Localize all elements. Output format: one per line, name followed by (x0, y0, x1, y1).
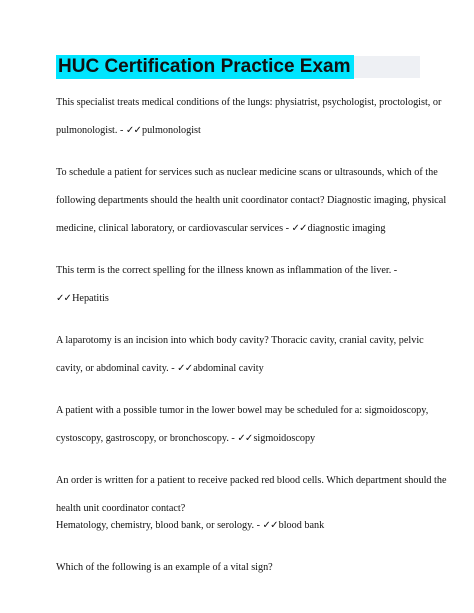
answer-text: abdominal cavity (193, 363, 264, 374)
answer-text: diagnostic imaging (307, 223, 386, 234)
double-check-icon: ✓✓ (125, 125, 141, 136)
page-title: HUC Certification Practice Exam (56, 55, 354, 79)
question-line: health unit coordinator contact? (56, 503, 186, 514)
question-line: To schedule a patient for services such as nuclear medicine scans or ultrasounds, which of the (56, 167, 438, 178)
question-item (56, 474, 447, 533)
answer-text: blood bank (278, 520, 325, 531)
question-item (56, 404, 428, 446)
document-body (56, 96, 447, 575)
question-text: Hematology, chemistry, blood bank, or serology. - (56, 520, 263, 531)
question-line: An order is written for a patient to receive packed red blood cells. Which department should the (56, 475, 447, 486)
question-line: This term is the correct spelling for the illness known as inflammation of the liver. - (56, 265, 398, 276)
question-text: cystoscopy, gastroscopy, or bronchoscopy. - (56, 433, 238, 444)
question-line-with-answer (56, 432, 428, 446)
answer-text: Hepatitis (72, 293, 109, 304)
double-check-icon: ✓✓ (262, 520, 278, 531)
question-line-with-answer (56, 292, 428, 306)
double-check-icon: ✓✓ (177, 363, 193, 374)
question-line: following departments should the health unit coordinator contact? Diagnostic imaging, physical (56, 195, 447, 206)
question-line: A laparotomy is an incision into which body cavity? Thoracic cavity, cranial cavity, pelvic (56, 335, 424, 346)
answer-text: sigmoidoscopy (253, 433, 316, 444)
question-line-with-answer (56, 222, 428, 236)
question-item (56, 561, 428, 575)
question-line: Which of the following is an example of a vital sign? (56, 562, 273, 573)
question-text: pulmonologist. - (56, 125, 126, 136)
question-line-with-answer (56, 362, 428, 376)
question-line: A patient with a possible tumor in the lower bowel may be scheduled for a: sigmoidoscopy, (56, 405, 429, 416)
question-line: This specialist treats medical conditions of the lungs: physiatrist, psychologist, proctologist, or (56, 97, 442, 108)
double-check-icon: ✓✓ (291, 223, 307, 234)
double-check-icon: ✓✓ (56, 293, 72, 304)
double-check-icon: ✓✓ (237, 433, 253, 444)
question-text: cavity, or abdominal cavity. - (56, 363, 178, 374)
question-item (56, 334, 428, 376)
question-item (56, 96, 442, 138)
question-line-with-answer (56, 519, 428, 533)
answer-text: pulmonologist (141, 125, 201, 136)
question-item (56, 264, 428, 306)
question-item (56, 166, 447, 236)
question-text: medicine, clinical laboratory, or cardiovascular services - (56, 223, 292, 234)
question-line-with-answer (56, 124, 428, 138)
